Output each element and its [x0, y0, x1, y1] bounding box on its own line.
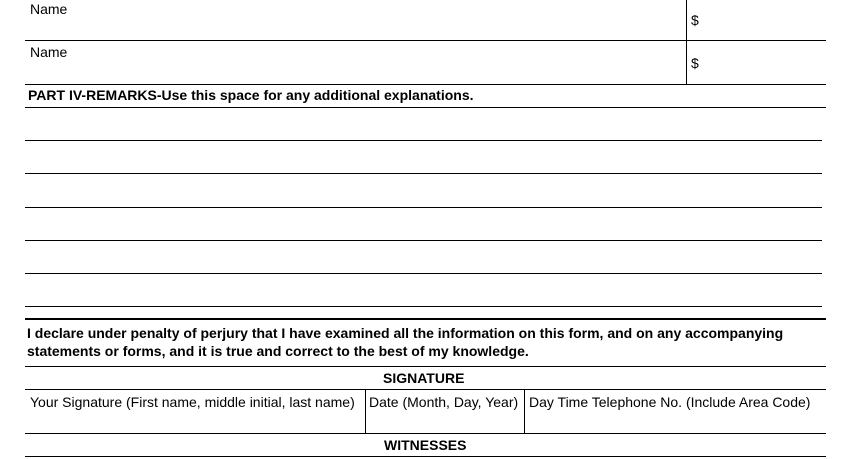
amount-label-1: $: [691, 12, 699, 28]
remarks-line-1[interactable]: [25, 140, 822, 141]
part3-bottom-rule: [25, 84, 826, 85]
amount-label-2: $: [691, 55, 699, 71]
name-label-1: Name: [30, 1, 68, 17]
amount-column-divider: [686, 0, 687, 84]
name-field-1[interactable]: [25, 0, 686, 40]
witnesses-heading: WITNESSES: [384, 437, 467, 453]
remarks-line-2[interactable]: [25, 173, 822, 174]
part4-heading: PART IV-REMARKS-Use this space for any additional explanations.: [28, 87, 474, 103]
signature-heading: SIGNATURE: [383, 370, 465, 386]
amount-field-2[interactable]: [688, 42, 826, 84]
date-field[interactable]: [366, 390, 524, 433]
name-field-2[interactable]: [25, 42, 686, 84]
date-label: Date (Month, Day, Year): [369, 394, 519, 410]
declaration-top-rule: [25, 318, 826, 320]
remarks-line-6[interactable]: [25, 306, 822, 307]
your-signature-label: Your Signature (First name, middle initial, last name): [30, 394, 355, 410]
remarks-line-5[interactable]: [25, 273, 822, 274]
witnesses-heading-rule: [25, 456, 826, 457]
phone-label: Day Time Telephone No. (Include Area Code): [529, 394, 811, 410]
row-divider-1: [25, 40, 826, 41]
part4-heading-rule: [25, 107, 826, 108]
signature-bottom-rule: [25, 433, 826, 434]
declaration-line-1: I declare under penalty of perjury that I have examined all the information on this form, and on any accompanying: [27, 325, 784, 341]
declaration-line-2: statements or forms, and it is true and correct to the best of my knowledge.: [27, 343, 529, 359]
phone-field[interactable]: [525, 390, 826, 433]
declaration-bottom-rule: [25, 366, 826, 367]
remarks-line-3[interactable]: [25, 207, 822, 208]
remarks-line-4[interactable]: [25, 240, 822, 241]
name-label-2: Name: [30, 44, 68, 60]
amount-field-1[interactable]: [688, 0, 826, 40]
your-signature-field[interactable]: [25, 390, 365, 433]
